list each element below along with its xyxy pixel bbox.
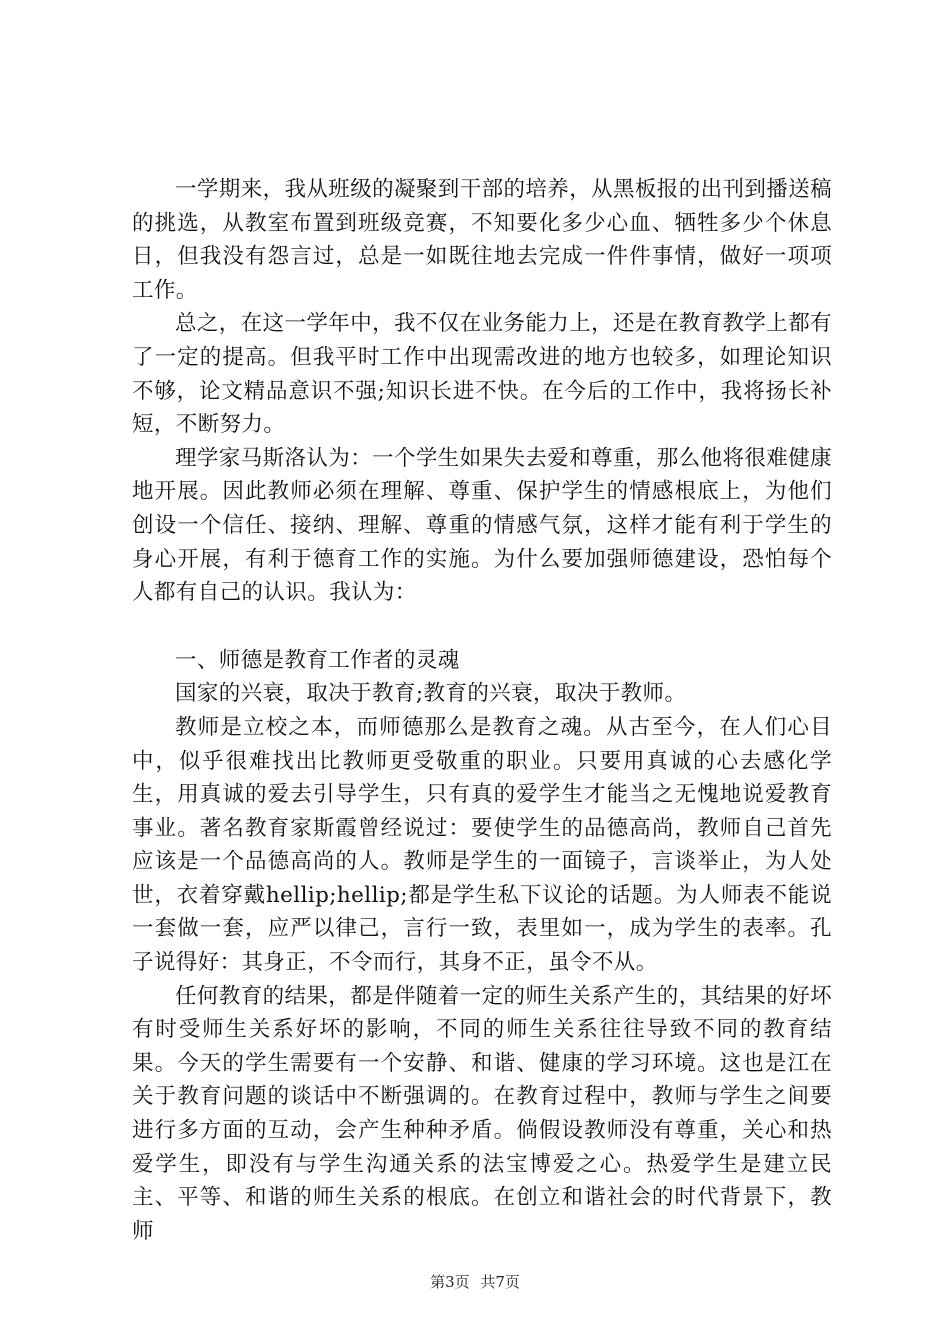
page-number: 第3页 xyxy=(430,1273,470,1291)
paragraph-teacher-ethics: 教师是立校之本，而师德那么是教育之魂。从古至今，在人们心目中，似乎很难找出比教师更受敬重的职业。只要用真诚的心去感化学生，用真诚的爱去引导学生，只有真的爱学生才能当之无愧地说爱教育事业。著名教育家斯霞曾经说过：要使学生的品德高尚，教师自己首先应该是一个品德高尚的人。教师是学生的一面镜子，言谈举止，为人处世，衣着穿戴hellip;hellip;都是学生私下议论的话题。为人师表不能说一套做一套，应严以律己，言行一致，表里如一，成为学生的表率。孔子说得好：其身正，不令而行，其身不正，虽令不从。 xyxy=(132,714,832,976)
paragraph-teacher-student-relationship: 任何教育的结果，都是伴随着一定的师生关系产生的，其结果的好坏有时受师生关系好坏的影响，不同的师生关系往往导致不同的教育结果。今天的学生需要有一个安静、和谐、健康的学习环境。这也是江在关于教育问题的谈话中不断强调的。在教育过程中，教师与学生之间要进行多方面的互动，会产生种种矛盾。倘假设教师没有尊重，关心和热爱学生，即没有与学生沟通关系的法宝博爱之心。热爱学生是建立民主、平等、和谐的师生关系的根底。在创立和谐社会的时代背景下，教师 xyxy=(132,983,833,1244)
total-pages: 共7页 xyxy=(480,1273,520,1291)
paragraph-summary: 总之，在这一学年中，我不仅在业务能力上，还是在教育教学上都有了一定的提高。但我平时工作中出现需改进的地方也较多，如理论知识不够，论文精品意识不强;知识长进不快。在今后的工作中，我将扬长补短，不断努力。 xyxy=(132,311,833,438)
document-body xyxy=(132,173,832,1248)
paragraph-semester-work: 一学期来，我从班级的凝聚到干部的培养，从黑板报的出刊到播送稿的挑选，从教室布置到班级竞赛，不知要化多少心血、牺牲多少个休息日，但我没有怨言过，总是一如既往地去完成一件件事情，做好一项项工作。 xyxy=(132,177,833,303)
paragraph-maslow: 理学家马斯洛认为：一个学生如果失去爱和尊重，那么他将很难健康地开展。因此教师必须在理解、尊重、保护学生的情感根底上，为他们创设一个信任、接纳、理解、尊重的情感气氛，这样才能有利于学生的身心开展，有利于德育工作的实施。为什么要加强师德建设，恐怕每个人都有自己的认识。我认为： xyxy=(132,445,833,606)
page-footer xyxy=(0,1271,950,1292)
section-heading: 一、师德是教育工作者的灵魂 xyxy=(175,647,460,673)
paragraph-nation-education: 国家的兴衰，取决于教育;教育的兴衰，取决于教师。 xyxy=(175,681,687,707)
